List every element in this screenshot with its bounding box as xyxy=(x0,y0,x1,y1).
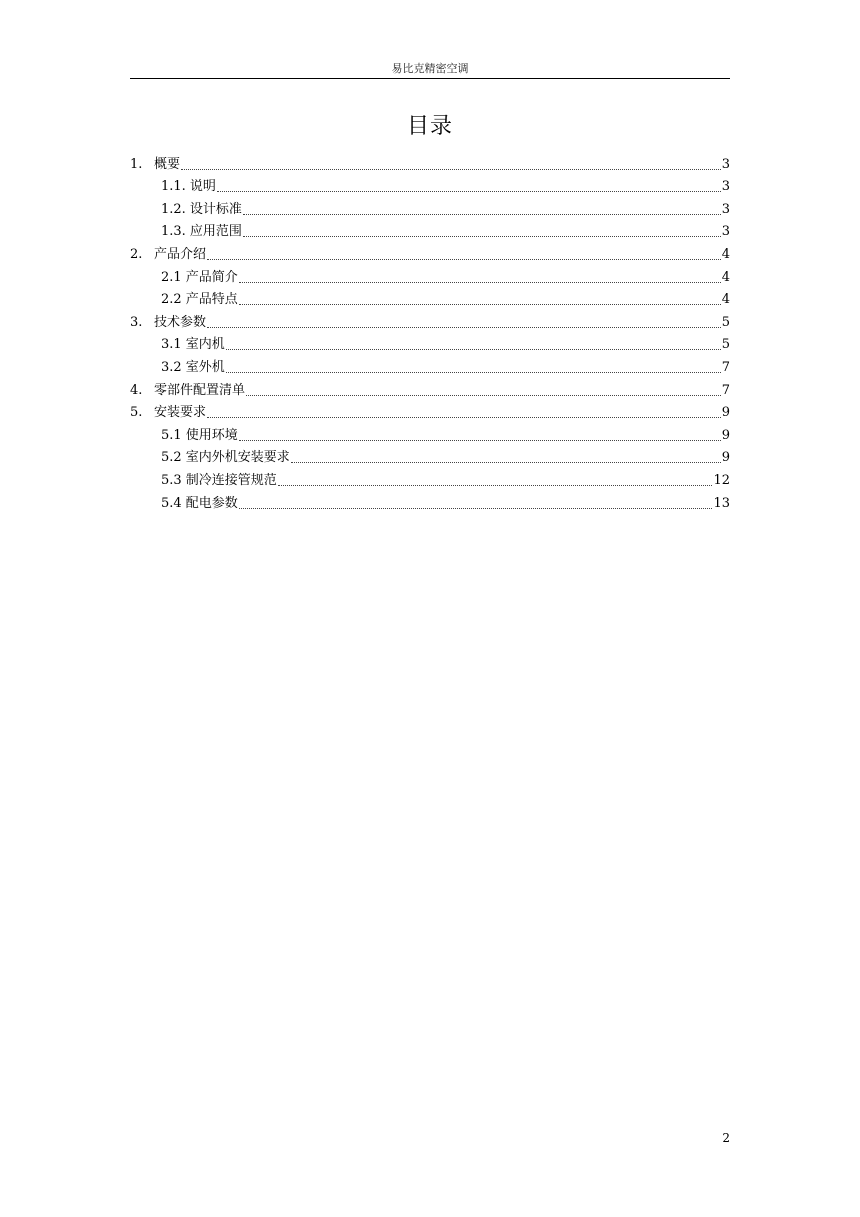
toc-entry-page: 4 xyxy=(721,269,730,285)
toc-entry-page: 5 xyxy=(721,314,730,330)
toc-entry-1[interactable] xyxy=(130,151,730,174)
toc-entry-number: 3.2 xyxy=(161,359,182,375)
toc-entry-title: 应用范围 xyxy=(189,224,242,240)
toc-leader-dots xyxy=(239,508,713,509)
toc-entry-page: 3 xyxy=(721,224,730,240)
running-header: 易比克精密空调 xyxy=(391,62,469,75)
toc-entry-number: 1. xyxy=(130,156,143,172)
toc-entry-title: 零部件配置清单 xyxy=(154,382,246,398)
toc-entry-number: 5. xyxy=(130,405,143,421)
toc-entry-page: 3 xyxy=(721,201,730,217)
toc-entry-2[interactable] xyxy=(130,241,730,264)
toc-entry-title: 制冷连接管规范 xyxy=(185,472,277,488)
toc-leader-dots xyxy=(239,440,721,441)
toc-entry-5-1[interactable] xyxy=(130,422,730,445)
toc-entry-1-3[interactable] xyxy=(130,219,730,242)
toc-entry-1-1[interactable] xyxy=(130,174,730,197)
toc-entry-3-1[interactable] xyxy=(130,332,730,355)
toc-leader-dots xyxy=(243,214,721,215)
toc-entry-number: 3. xyxy=(130,314,143,330)
toc-entry-number: 5.4 xyxy=(161,495,182,511)
toc-entry-title: 使用环境 xyxy=(185,427,238,443)
toc-entry-title: 室外机 xyxy=(185,359,225,375)
toc-entry-title: 产品特点 xyxy=(185,292,238,308)
toc-entry-page: 9 xyxy=(721,450,730,466)
toc-leader-dots xyxy=(207,259,721,260)
toc-entry-title: 设计标准 xyxy=(189,201,242,217)
toc-entry-title: 产品简介 xyxy=(185,269,238,285)
toc-entry-title: 配电参数 xyxy=(185,495,238,511)
toc-leader-dots xyxy=(246,395,721,396)
toc-entry-title: 室内外机安装要求 xyxy=(185,450,290,466)
toc-entry-number: 2.2 xyxy=(161,292,182,308)
toc-entry-number: 4. xyxy=(130,382,143,398)
toc-entry-page: 12 xyxy=(713,472,730,488)
toc-leader-dots xyxy=(181,169,721,170)
toc-entry-page: 13 xyxy=(713,495,730,511)
toc-entry-page: 4 xyxy=(721,292,730,308)
toc-entry-number: 5.3 xyxy=(161,472,182,488)
toc-entry-title: 技术参数 xyxy=(154,314,207,330)
toc-leader-dots xyxy=(207,417,721,418)
toc-entry-number: 1.2. xyxy=(161,201,186,217)
toc-entry-number: 5.2 xyxy=(161,450,182,466)
toc-entry-number: 5.1 xyxy=(161,427,182,443)
toc-entry-5-4[interactable] xyxy=(130,490,730,513)
toc-entry-page: 4 xyxy=(721,246,730,262)
toc-entry-number: 2.1 xyxy=(161,269,182,285)
toc-entry-2-1[interactable] xyxy=(130,264,730,287)
table-of-contents xyxy=(130,151,730,513)
toc-entry-2-2[interactable] xyxy=(130,287,730,310)
toc-leader-dots xyxy=(239,282,721,283)
toc-entry-title: 说明 xyxy=(189,179,216,195)
header-rule xyxy=(130,78,730,79)
toc-leader-dots xyxy=(278,485,713,486)
toc-entry-5[interactable] xyxy=(130,400,730,423)
toc-leader-dots xyxy=(207,327,721,328)
toc-entry-4[interactable] xyxy=(130,377,730,400)
toc-entry-number: 1.3. xyxy=(161,224,186,240)
toc-entry-number: 2. xyxy=(130,246,143,262)
toc-entry-title: 概要 xyxy=(154,156,181,172)
toc-entry-3[interactable] xyxy=(130,309,730,332)
toc-entry-title: 室内机 xyxy=(185,337,225,353)
toc-entry-page: 9 xyxy=(721,405,730,421)
toc-entry-number: 3.1 xyxy=(161,337,182,353)
toc-leader-dots xyxy=(239,304,721,305)
toc-leader-dots xyxy=(217,191,721,192)
toc-entry-page: 3 xyxy=(721,156,730,172)
toc-entry-page: 3 xyxy=(721,179,730,195)
page-number: 2 xyxy=(722,1131,730,1145)
toc-leader-dots xyxy=(291,462,721,463)
toc-leader-dots xyxy=(226,372,721,373)
toc-entry-page: 9 xyxy=(721,427,730,443)
toc-entry-1-2[interactable] xyxy=(130,196,730,219)
toc-entry-3-2[interactable] xyxy=(130,354,730,377)
toc-entry-5-3[interactable] xyxy=(130,467,730,490)
toc-entry-title: 安装要求 xyxy=(154,405,207,421)
toc-leader-dots xyxy=(226,349,721,350)
toc-entry-page: 7 xyxy=(721,359,730,375)
toc-title: 目录 xyxy=(406,114,453,139)
toc-entry-number: 1.1. xyxy=(161,179,186,195)
toc-entry-5-2[interactable] xyxy=(130,445,730,468)
toc-entry-title: 产品介绍 xyxy=(154,246,207,262)
toc-entry-page: 5 xyxy=(721,337,730,353)
toc-entry-page: 7 xyxy=(721,382,730,398)
toc-leader-dots xyxy=(243,236,721,237)
